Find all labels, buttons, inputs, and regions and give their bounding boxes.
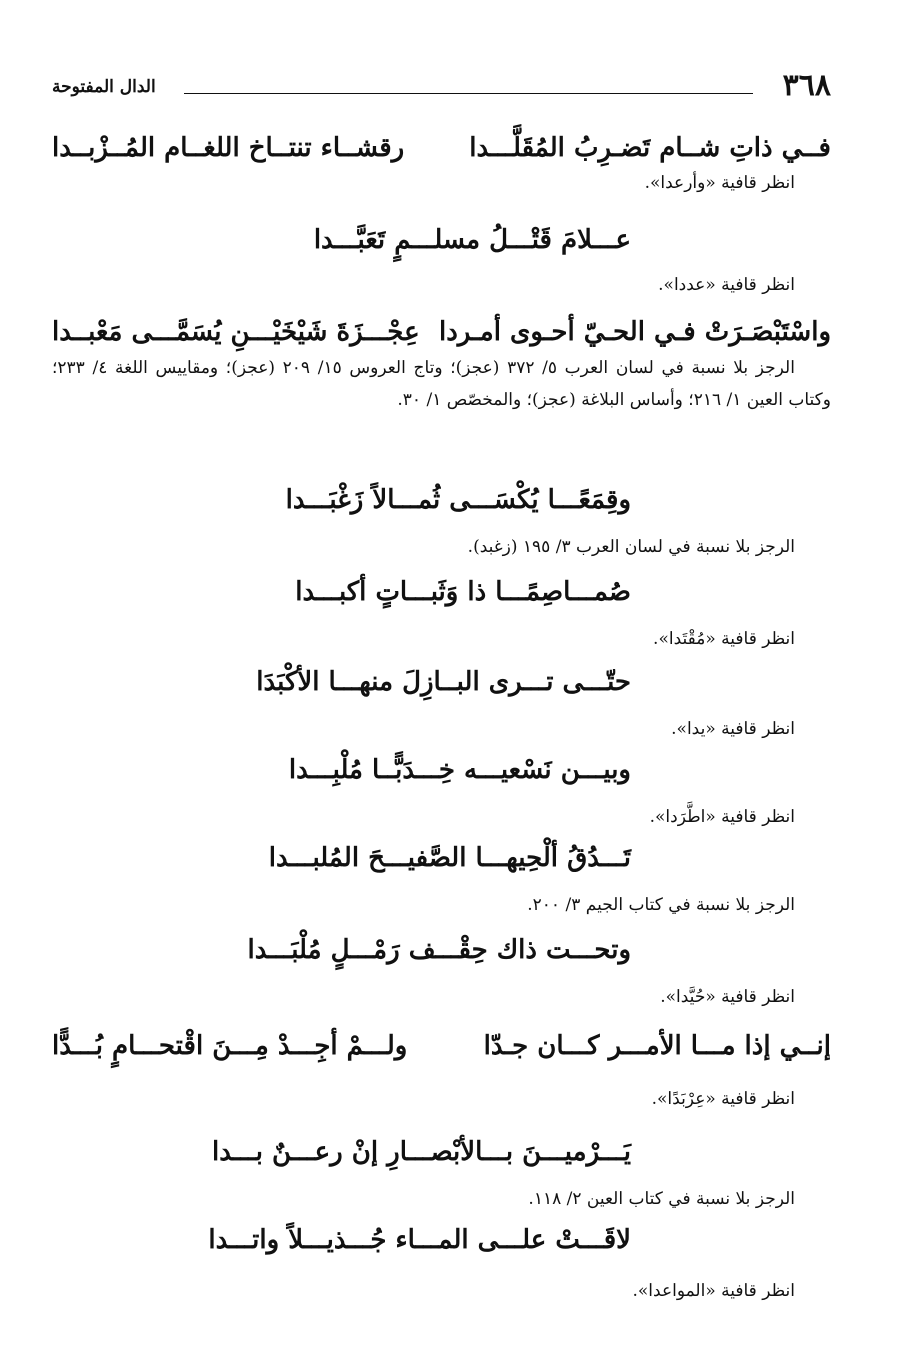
citation-note: انظر قافية «المواعدا». bbox=[632, 1281, 795, 1301]
verse-line: يَـــرْميـــنَ بـــالأبْصـــارِ إنْ رعـــنٌ بـــدا bbox=[212, 1137, 631, 1167]
verse-hemistich-right: إنــي إذا مـــا الأمـــر كـــان جـدّا bbox=[483, 1031, 831, 1061]
verse-hemistich-left: ولـــمْ أجِـــدْ مِـــنَ اقْتحـــامٍ بُـــدًّا bbox=[52, 1031, 408, 1061]
citation-note: انظر قافية «حُيَّدا». bbox=[660, 987, 795, 1007]
verse-line: وبيـــن نَسْعيـــه خِـــدَبًّــا مُلْبِـــدا bbox=[288, 755, 631, 785]
citation-note: انظر قافية «يدا». bbox=[671, 719, 795, 739]
verse-line bbox=[52, 128, 831, 168]
verse-line bbox=[52, 1026, 831, 1066]
verse-hemistich-right: واسْتَبْصَـرَتْ فـي الحـيّ أحـوى أمـردا bbox=[439, 317, 831, 347]
entry-7 bbox=[52, 750, 831, 832]
running-title: الدال المفتوحة bbox=[52, 77, 156, 97]
verse-hemistich-left: عِجْـــزَةَ شَيْخَيْـــنِ يُسَمَّـــى مَعْبــدا bbox=[52, 317, 420, 347]
entry-1 bbox=[52, 128, 831, 198]
entry-2 bbox=[52, 220, 831, 300]
header-rule bbox=[184, 93, 753, 94]
verse-line: عـــلامَ قَتْـــلُ مسلـــمٍ تَعَبَّـــدا bbox=[313, 225, 631, 255]
entry-12 bbox=[52, 1220, 831, 1306]
citation-paragraph: الرجز بلا نسبة في لسان العرب ٥/ ٣٧٢ (عجز)؛ وتاج العروس ١٥/ ٢٠٩ (عجز)؛ ومقاييس اللغة ٤/ ٢٣٣؛ وكتاب العين ١/ ٢١٦؛ وأساس البلاغة (عجز)؛ والمخصّص ١/ ٣٠. bbox=[52, 358, 831, 410]
entry-11 bbox=[52, 1132, 831, 1214]
citation-note: انظر قافية «مُقْتَدا». bbox=[653, 629, 795, 649]
entry-9 bbox=[52, 930, 831, 1012]
citation-note: انظر قافية «وأرعدا». bbox=[644, 173, 795, 193]
entry-8 bbox=[52, 838, 831, 920]
running-header bbox=[52, 66, 831, 106]
entry-4 bbox=[52, 480, 831, 562]
verse-line: تَـــدُقُ ألْحِيهـــا الصَّفيـــحَ المُلبـــدا bbox=[268, 843, 631, 873]
verse-line: صُمـــاصِمًـــا ذا وَثَبـــاتٍ أكبـــدا bbox=[295, 577, 631, 607]
entry-10 bbox=[52, 1026, 831, 1114]
verse-hemistich-right: فــي ذاتِ شــام تَضـرِبُ المُقَلَّـــدا bbox=[469, 133, 831, 163]
verse-line: لاقَـــتْ علـــى المـــاء جُـــذيـــلاً واتـــدا bbox=[208, 1225, 631, 1255]
entry-6 bbox=[52, 662, 831, 744]
verse-line: حتّـــى تـــرى البــازِلَ منهـــا الأكْبَدَا bbox=[256, 667, 631, 697]
citation-note: الرجز بلا نسبة في كتاب العين ٢/ ١١٨. bbox=[528, 1189, 795, 1209]
citation-note: انظر قافية «عِرْبَدًا». bbox=[651, 1089, 795, 1109]
verse-line: وقِمَعًـــا يُكْسَـــى ثُمـــالاً زَغْبَـــدا bbox=[285, 485, 631, 515]
citation-note: الرجز بلا نسبة في لسان العرب ٣/ ١٩٥ (زغبد). bbox=[467, 537, 795, 557]
entry-3 bbox=[52, 312, 831, 416]
entry-5 bbox=[52, 572, 831, 654]
verse-line bbox=[52, 312, 831, 352]
citation-note: انظر قافية «عددا». bbox=[658, 275, 795, 295]
verse-line: وتحـــت ذاك حِقْـــف رَمْـــلٍ مُلْبَـــدا bbox=[247, 935, 631, 965]
page-number: ٣٦٨ bbox=[782, 68, 831, 103]
citation-note: الرجز بلا نسبة في كتاب الجيم ٣/ ٢٠٠. bbox=[527, 895, 795, 915]
citation-note: انظر قافية «اطَّرَدا». bbox=[649, 807, 795, 827]
verse-hemistich-left: رقشــاء تنتــاخ اللغــام المُــزْبــدا bbox=[52, 133, 405, 163]
